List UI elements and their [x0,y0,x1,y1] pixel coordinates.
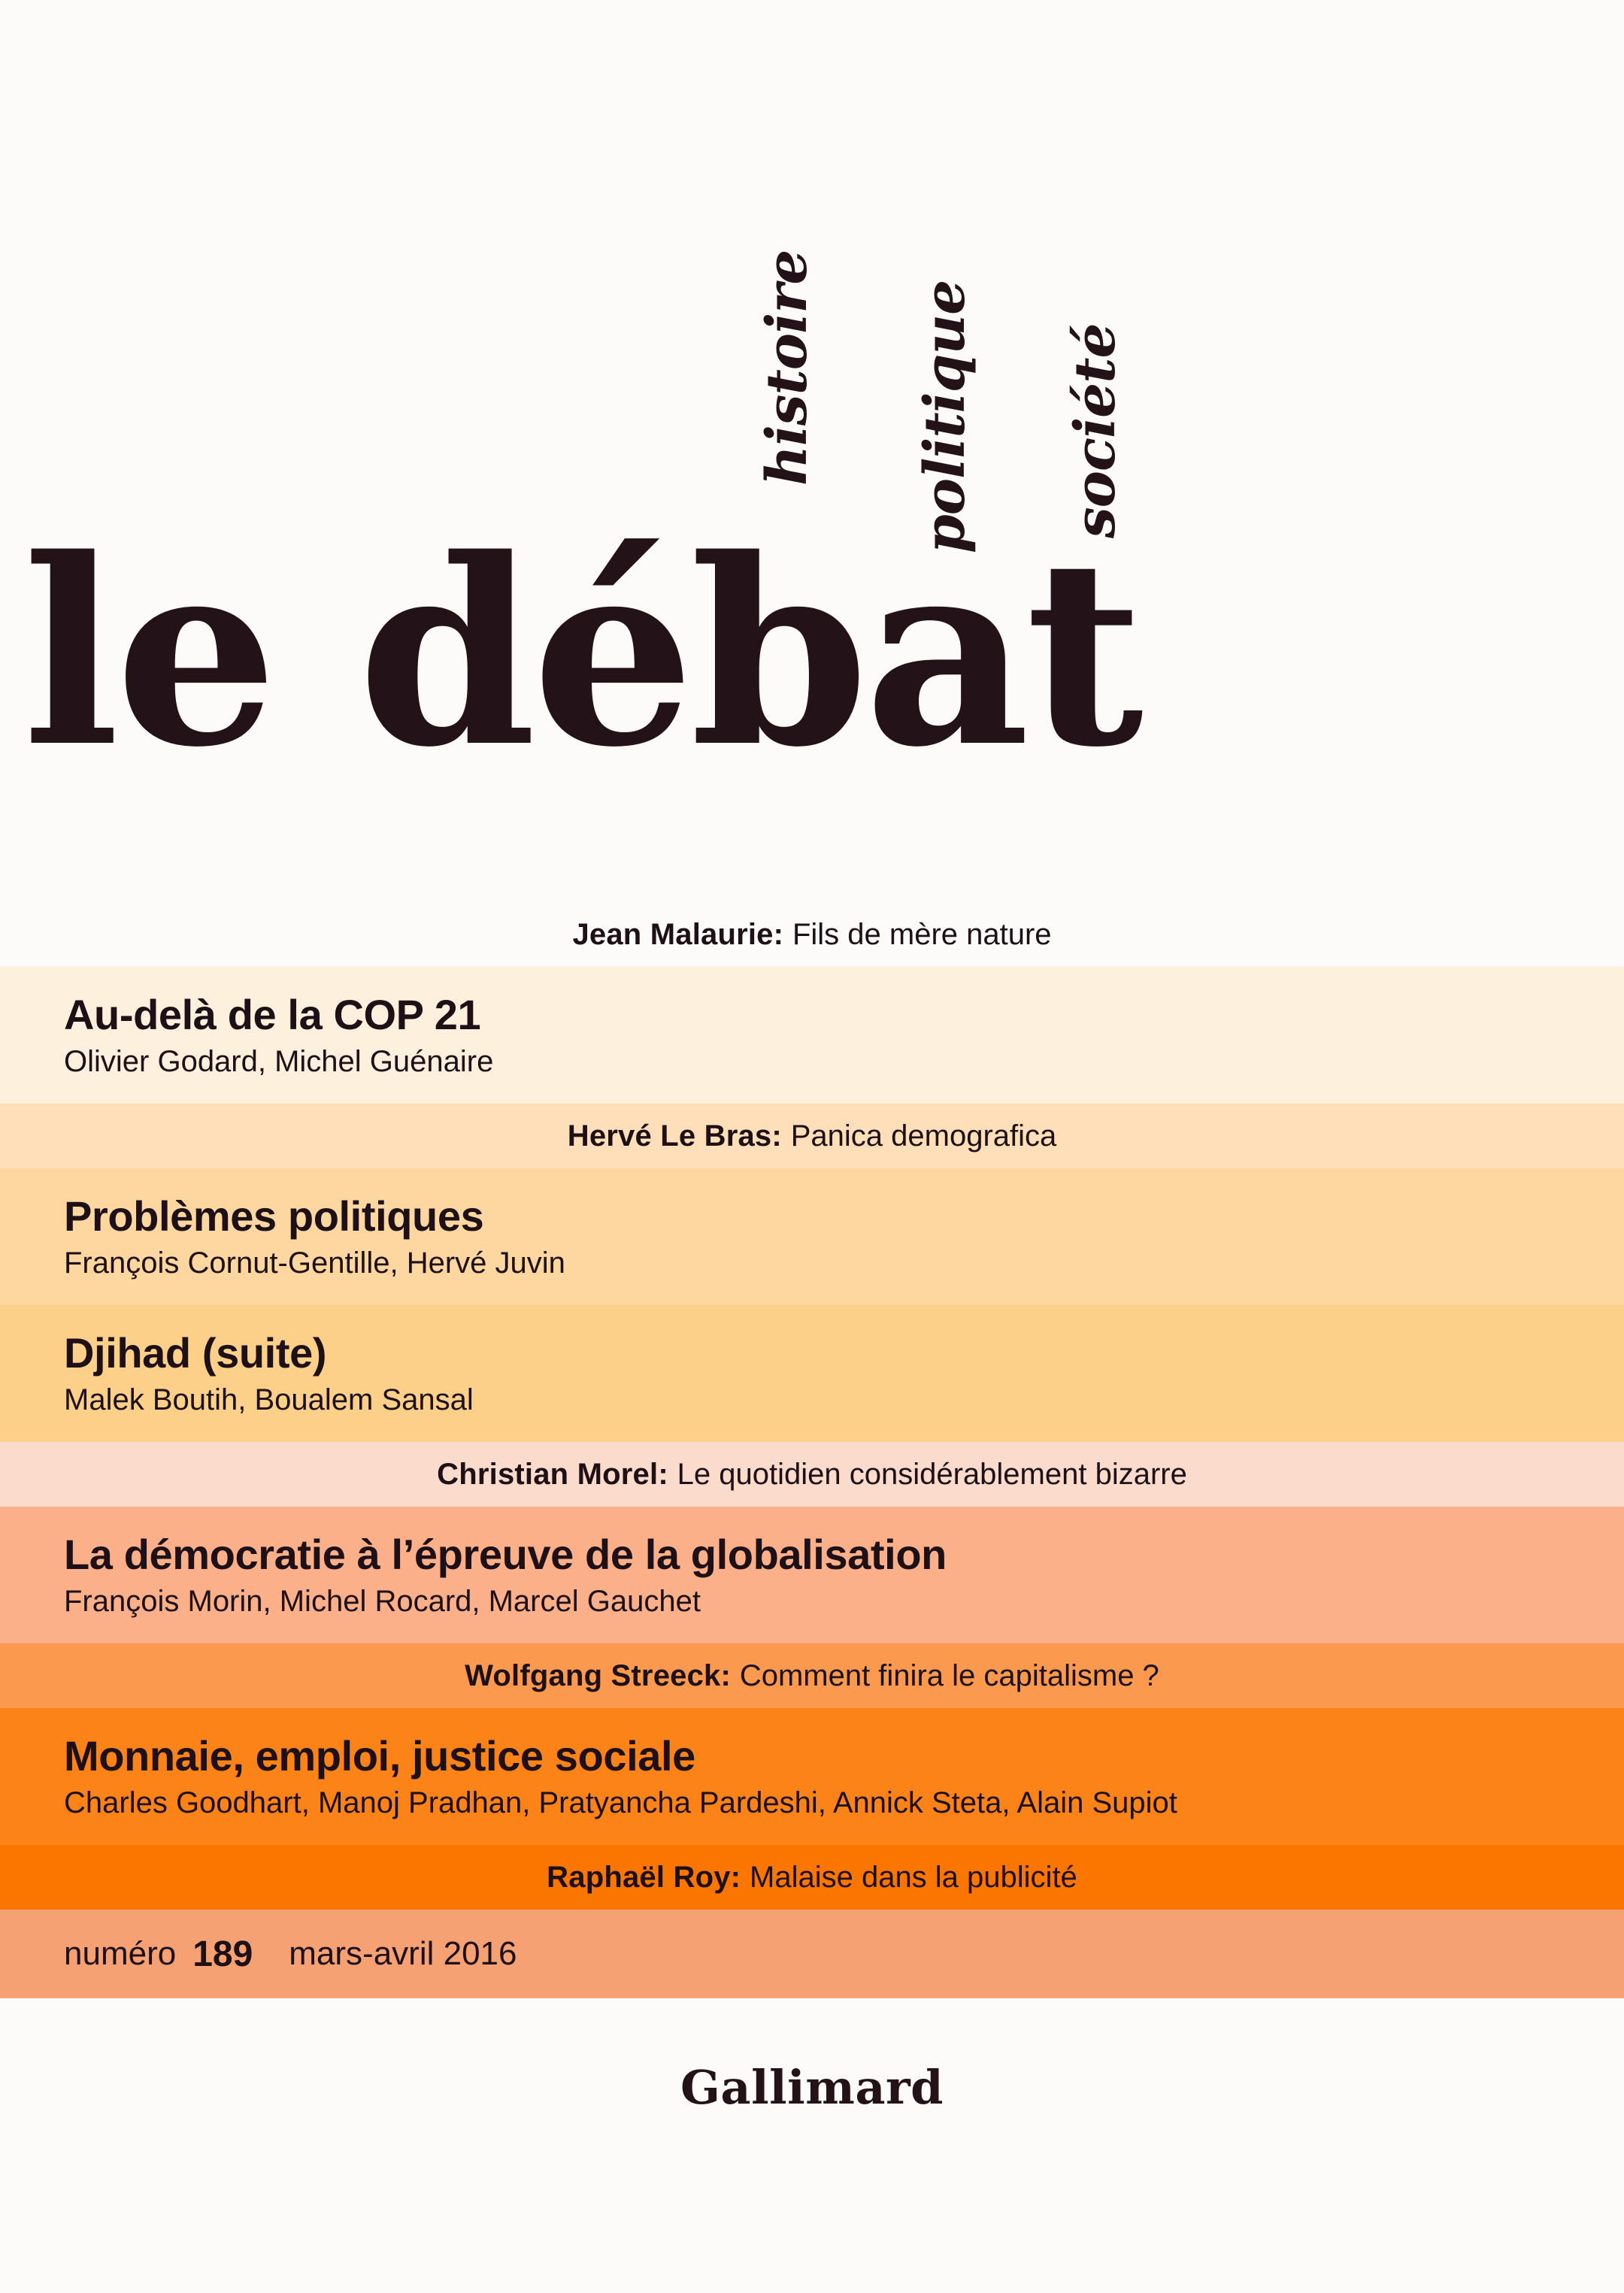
entry-title: Comment finira le capitalisme ? [739,1658,1159,1692]
entry-authors: Malek Boutih, Boualem Sansal [64,1383,474,1417]
issue-band [0,1910,1624,1998]
issue-date: mars-avril 2016 [289,1935,517,1972]
entry-title: Monnaie, emploi, justice sociale [64,1731,695,1780]
contents-entry [0,1845,1624,1910]
entry-title: Djihad (suite) [64,1328,327,1377]
entry-title: Panica demografica [790,1119,1057,1153]
entry-author: Christian Morel [437,1457,659,1491]
issue-label: numéro [64,1935,177,1972]
contents-entry [0,1507,1624,1643]
kicker-histoire: histoire [755,250,820,486]
entry-authors: François Cornut-Gentille, Hervé Juvin [64,1246,565,1280]
entry-author: Wolfgang Streeck [465,1658,721,1692]
kicker-politique: politique [913,280,977,553]
entry-separator: : [730,1860,741,1894]
contents-entry [0,1168,1624,1305]
entry-separator: : [771,1119,782,1153]
entry-separator: : [658,1457,668,1491]
entry-title: Le quotidien considérablement bizarre [677,1457,1187,1491]
entry-title: Au-delà de la COP 21 [64,990,481,1038]
entry-title: Fils de mère nature [792,917,1052,951]
entry-author: Raphaël Roy [547,1860,731,1894]
contents-entry [0,902,1624,967]
contents-entry [0,1643,1624,1708]
entry-authors: François Morin, Michel Rocard, Marcel Gauchet [64,1585,701,1619]
entry-title: La démocratie à l’épreuve de la globalisation [64,1530,947,1578]
contents-entry [0,1104,1624,1168]
entry-title: Problèmes politiques [64,1192,484,1240]
publisher-name: Gallimard [680,2060,944,2115]
entry-authors: Olivier Godard, Michel Guénaire [64,1045,494,1079]
kicker-societe: société [1063,323,1128,538]
contents-entry [0,1442,1624,1507]
entry-title: Malaise dans la publicité [750,1860,1077,1894]
issue-number: 189 [192,1934,253,1974]
entry-authors: Charles Goodhart, Manoj Pradhan, Pratyancha Pardeshi, Annick Steta, Alain Supiot [64,1786,1177,1820]
entry-separator: : [773,917,783,951]
entry-author: Jean Malaurie [572,917,774,951]
contents-entry [0,1708,1624,1845]
contents-entry [0,1305,1624,1442]
magazine-logo: le débat [23,504,1139,804]
contents-entry [0,967,1624,1104]
entry-separator: : [720,1658,731,1692]
entry-author: Hervé Le Bras [567,1119,772,1153]
contents-list [0,902,1624,1998]
masthead [0,0,1624,940]
